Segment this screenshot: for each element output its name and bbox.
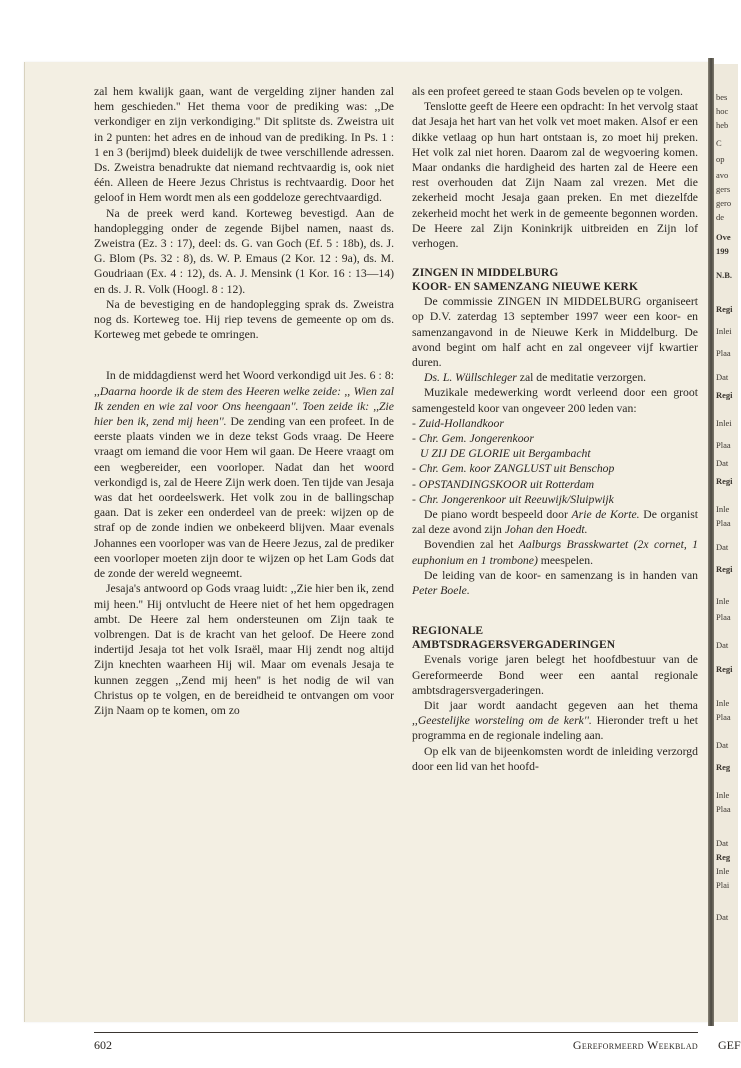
paragraph: Op elk van de bijeenkomsten wordt de inleiding verzorgd door een lid van het hoofd- bbox=[412, 744, 698, 773]
facing-page-fragment: Reg bbox=[716, 852, 731, 862]
left-text-column bbox=[94, 84, 394, 718]
paragraph: Tenslotte geeft de Heere een opdracht: In het vervolg staat dat Jesaja het hart van het volk vet moet maken. Alsof er een dikke vetlaag op hun hart ontstaan is, zo moet hij preken. Het volk zal niet horen. Daarom zal de wegvoering komen. Maar ondanks die hardigheid des harten zal de Heere een rest overhouden dat Zijn Naam zal vrezen. Met die zekerheid mocht Jesaja gaan preken. En met diezelfde zekerheid mocht het werk in de gemeente begonnen worden. De Heere zal Zijn Koninkrijk uitbreiden en Zijn lof verhogen. bbox=[412, 100, 698, 251]
facing-page-fragment: Plaa bbox=[716, 518, 731, 528]
list-item: - Chr. Jongerenkoor uit Reeuwijk/Sluipwijk bbox=[412, 492, 614, 506]
facing-page-fragment: C bbox=[716, 138, 722, 148]
paragraph: De commissie ZINGEN IN MIDDELBURG organiseert op D.V. zaterdag 13 september 1997 weer een koor- en samenzangavond in de Nieuwe Kerk in Middelburg. De avond begint om half acht en zal ongeveer vijf kwartier duren. bbox=[412, 295, 698, 370]
paragraph: Dit jaar wordt aandacht gegeven aan het thema ,,Geestelijke worsteling om de kerk''. Hieronder treft u het programma en de regionale indeling aan. bbox=[412, 698, 698, 743]
facing-page-fragment: 199 bbox=[716, 246, 729, 256]
facing-page-fragment: gero bbox=[716, 198, 732, 208]
list-item: U ZIJ DE GLORIE uit Bergambacht bbox=[420, 447, 591, 461]
facing-page-fragment: Regi bbox=[716, 564, 733, 574]
facing-page-fragment: Inle bbox=[716, 504, 730, 514]
facing-page-fragment: Ove bbox=[716, 232, 731, 242]
paragraph: In de middagdienst werd het Woord verkondigd uit Jes. 6 : 8: ,,Daarna hoorde ik de stem des Heeren welke zeide: ,, Wien zal Ik zenden en wie zal voor Ons heengaan''. Toen zeide ik: ,,Zie hier ben ik, zend mij heen''. De zending van een profeet. In de eerste plaats vinden we in deze tekst Gods vraag. De Heere vraagt om iemand die voor Hem wil gaan. De Heere vraagt om een wegbereider, een voorloper. Nadat dan het woord verkondigd is, zal de Heere Zijn werk doen. Ten tijde van Jesaja was dat het oordeelswerk. Het volk zou in de ballingschap gaan. Dat is zeker een onderdeel van de preek: wijzen op de straf op de zonde indien we onbekeerd blijven. Maar evenals Johannes een voorloper was van de Heere Jezus, zal de prediker een voorloper moeten zijn door te wijzen op het Lam Gods dat de zonde der wereld wegneemt. bbox=[94, 369, 394, 581]
section-heading: ZINGEN IN MIDDELBURG KOOR- EN SAMENZANG NIEUWE KERK bbox=[412, 267, 638, 294]
paragraph: De leiding van de koor- en samenzang is in handen van Peter Boele. bbox=[412, 568, 698, 598]
facing-page-fragment: N.B. bbox=[716, 270, 733, 280]
paragraph: Bovendien zal het Aalburgs Brasskwartet (2x cornet, 1 euphonium en 1 trombone) meespelen. bbox=[412, 538, 699, 567]
facing-page-fragment: Inle bbox=[716, 790, 730, 800]
paragraph: Na de preek werd kand. Korteweg bevestigd. Aan de handoplegging onder de zegende Bijbel namen, naast ds. Zweistra (Ez. 3 : 17), deel: ds. G. van Goch (Ef. 5 : 18b), ds. J. G. Blom (Ps. 32 : 8), ds. W. P. Emaus (2 Kor. 12 : 9a), ds. M. Goudriaan (Ex. 4 : 12), ds. A. J. Mensink (1 Kor. 16 : 13—14) en ds. J. R. Volk (Hoogl. 8 : 12). bbox=[94, 206, 394, 296]
list-item: - Chr. Gem. koor ZANGLUST uit Benschop bbox=[412, 462, 615, 476]
paragraph: Jesaja's antwoord op Gods vraag luidt: ,,Zie hier ben ik, zend mij heen.'' Hij ontvlucht de Heere niet of het hem opgedragen ambt. De Heere zal hem ondersteunen om Zijn taak te volbrengen. Dat is de kracht van het geloof. De Heere zond indertijd Jesaja tot het volk Israël, maar Hij zendt nog altijd Zijn knechten waarheen Hij wil. Maar om evenals Jesaja te kunnen zeggen ,,Zend mij heen'' is het nodig de wil van Christus op te volgen, en de bereidheid te ontvangen om voor Zijn Naam op te komen, om zo bbox=[94, 582, 394, 717]
facing-page-fragment: Regi bbox=[716, 476, 733, 486]
facing-page-fragment: Dat bbox=[716, 912, 729, 922]
facing-page-fragment: Plaa bbox=[716, 612, 731, 622]
facing-page-fragment: Inlei bbox=[716, 418, 732, 428]
facing-page-fragment: op bbox=[716, 154, 725, 164]
facing-page-fragment: Regi bbox=[716, 664, 733, 674]
choir-list bbox=[412, 416, 698, 507]
paragraph: Evenals vorige jaren belegt het hoofdbestuur van de Gereformeerde Bond weer een aantal regionale ambtsdragersvergaderingen. bbox=[412, 653, 698, 697]
facing-page-fragment: Reg bbox=[716, 762, 731, 772]
facing-page-fragment: heb bbox=[716, 120, 729, 130]
facing-page-fragment: Inlei bbox=[716, 326, 732, 336]
facing-page-fragment: de bbox=[716, 212, 725, 222]
right-text-column bbox=[412, 84, 698, 774]
facing-page-fragment: Regi bbox=[716, 390, 733, 400]
facing-page-fragment: Plaa bbox=[716, 440, 731, 450]
page-number: 602 bbox=[94, 1038, 112, 1052]
list-item: - OPSTANDINGSKOOR uit Rotterdam bbox=[412, 477, 595, 491]
facing-page-fragment: hoc bbox=[716, 106, 729, 116]
facing-page-fragment: Plaa bbox=[716, 712, 731, 722]
facing-page-fragment: Dat bbox=[716, 640, 729, 650]
paragraph: De piano wordt bespeeld door Arie de Korte. De organist zal deze avond zijn Johan den Hoedt. bbox=[412, 508, 698, 537]
facing-page-fragment: Plaa bbox=[716, 348, 731, 358]
facing-page-fragment: Inle bbox=[716, 596, 730, 606]
facing-page-fragment: Dat bbox=[716, 372, 729, 382]
scripture-quote: ,,Daarna hoorde ik de stem des Heeren welke zeide: ,, Wien zal Ik zenden en wie zal voor Ons heengaan''. Toen zeide ik: ,,Zie hier ben ik, zend mij heen''. bbox=[94, 384, 394, 429]
facing-page-fragment: gers bbox=[716, 184, 731, 194]
journal-title: Gereformeerd Weekblad bbox=[572, 1038, 698, 1052]
facing-page-fragment: Plaa bbox=[716, 804, 731, 814]
list-item: - Chr. Gem. Jongerenkoor bbox=[412, 432, 534, 446]
facing-page-fragment: Regi bbox=[716, 304, 733, 314]
paragraph: zal hem kwalijk gaan, want de vergelding zijner handen zal hem geschieden.'' Het thema voor de prediking was: ,,De verkondiger en zijn verkondiging.'' Dit splitste ds. Zweistra uit in 2 punten: het adres en de inhoud van de prediking. In Ps. 1 : 1 en 3 (berijmd) bleek duidelijk de twee verschillende adressen. Ds. Zweistra benadrukte dat niemand rechtvaardig is, ook niet één. Alleen de Heere Jezus Christus is rechtvaardig. Door het geloof in Hem wordt men als een goddeloze gerechtvaardigd. bbox=[94, 85, 394, 205]
paragraph: als een profeet gereed te staan Gods bevelen op te volgen. bbox=[412, 85, 683, 98]
facing-page-fragment: Inle bbox=[716, 698, 730, 708]
facing-page-fragment: Dat bbox=[716, 458, 729, 468]
facing-page-fragment: Inle bbox=[716, 866, 730, 876]
footer-rule bbox=[94, 1032, 698, 1033]
facing-page-fragment: Dat bbox=[716, 542, 729, 552]
paragraph: Na de bevestiging en de handoplegging sprak ds. Zweistra nog ds. Korteweg toe. Hij riep tevens de gemeente op om ds. Korteweg met gebede te omringen. bbox=[94, 297, 394, 342]
facing-page-fragment: Dat bbox=[716, 838, 729, 848]
facing-page-fragment: avo bbox=[716, 170, 729, 180]
facing-page-fragment: Dat bbox=[716, 740, 729, 750]
list-item: - Zuid-Hollandkoor bbox=[412, 416, 504, 430]
facing-page-fragment: bes bbox=[716, 92, 728, 102]
facing-page-footer: GEF bbox=[718, 1038, 741, 1052]
paragraph: Muzikale medewerking wordt verleend door een groot samengesteld koor van ongeveer 200 leden van: bbox=[412, 386, 698, 415]
section-heading: REGIONALE AMBTSDRAGERSVERGADERINGEN bbox=[412, 625, 616, 652]
paragraph: Ds. L. Wüllschleger zal de meditatie verzorgen. bbox=[424, 371, 647, 385]
facing-page-fragment: Plai bbox=[716, 880, 730, 890]
facing-page-edge bbox=[714, 64, 738, 1022]
